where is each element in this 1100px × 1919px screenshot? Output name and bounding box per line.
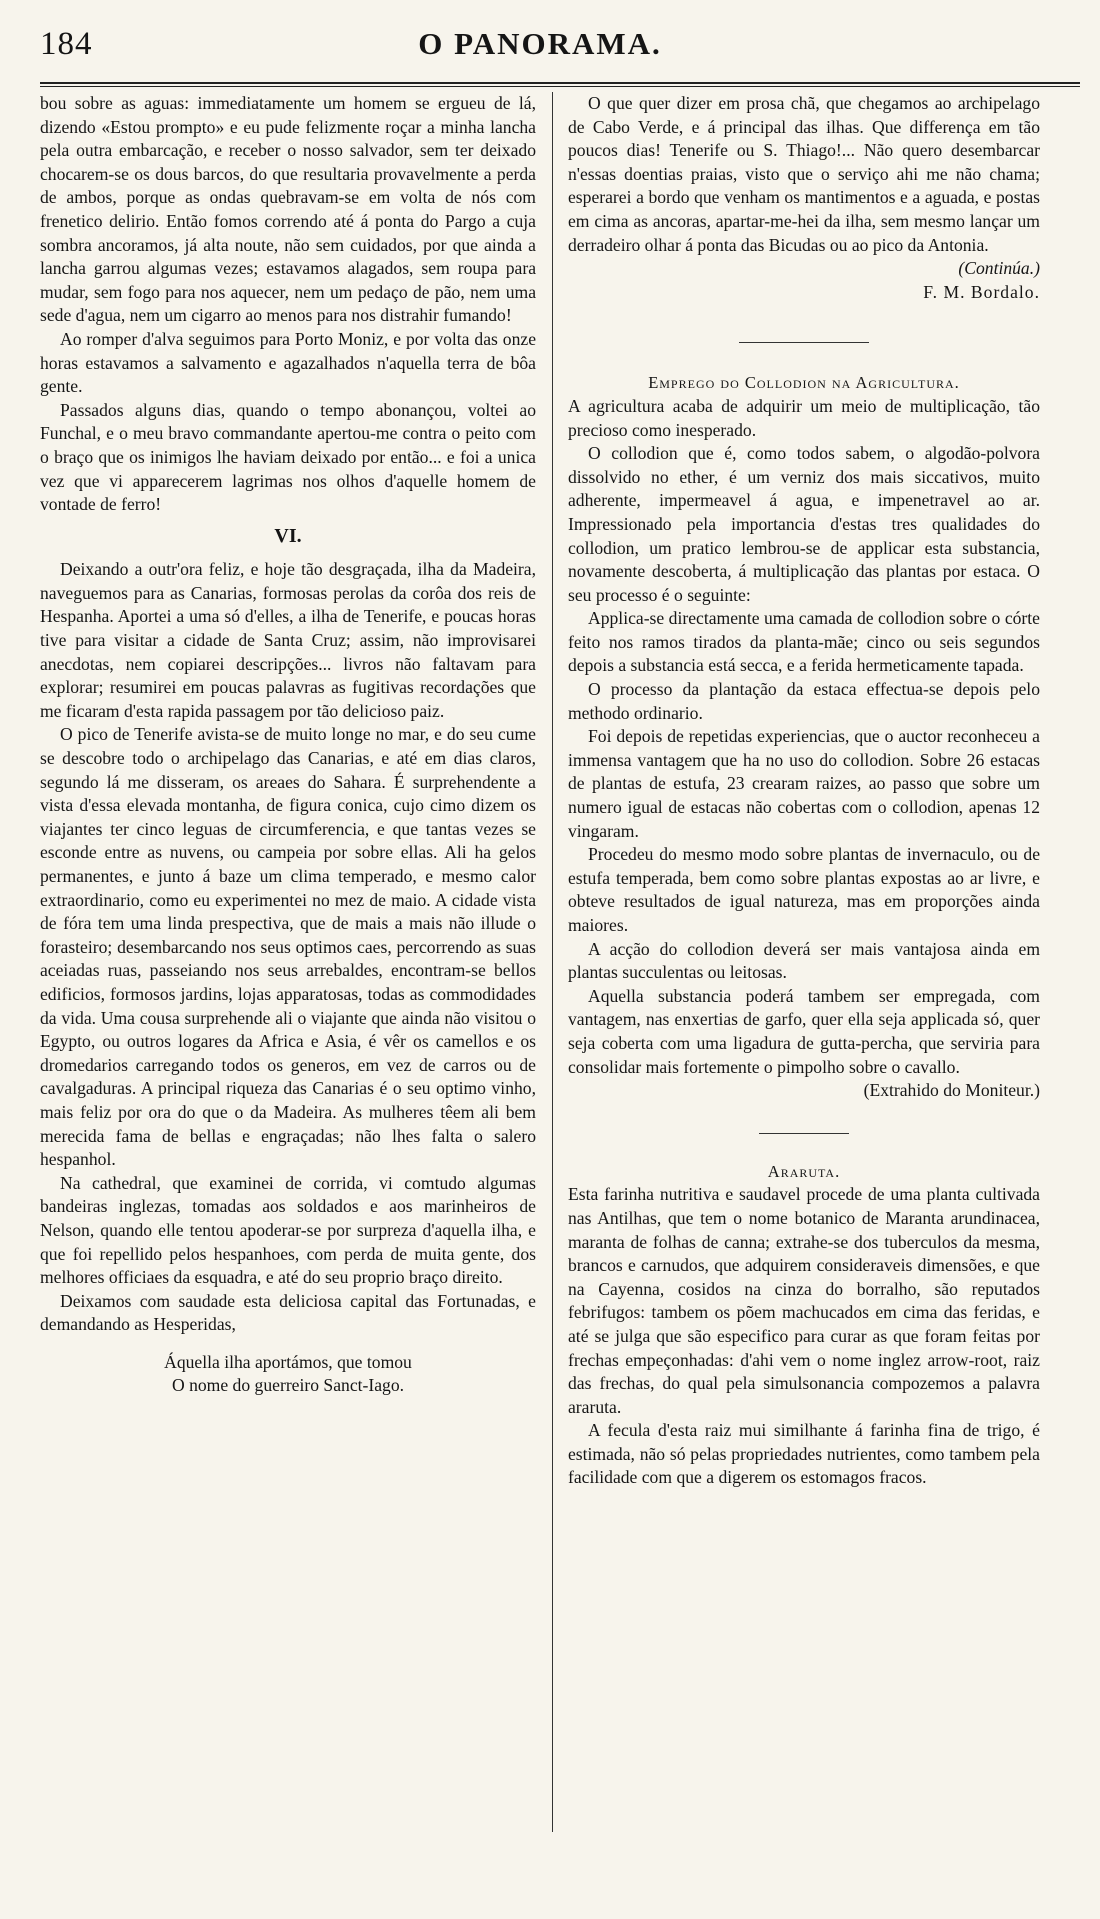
right-column xyxy=(568,92,1040,1490)
paragraph: O processo da plantação da estaca effectua-se depois pelo methodo ordinario. xyxy=(568,679,1040,723)
verse-line: O nome do guerreiro Sanct-Iago. xyxy=(171,1375,405,1396)
article-separator xyxy=(759,1133,849,1134)
page-number: 184 xyxy=(40,26,93,62)
header-rule xyxy=(40,82,1080,84)
article-title: Araruta. xyxy=(767,1161,841,1181)
paragraph: Procedeu do mesmo modo sobre plantas de invernaculo, ou de estufa temperada, bem como sobre plantas expostas ao ar livre, e obteve resultados de igual natureza, mas em proporções ainda maiores. xyxy=(568,844,1040,935)
author-signature: F. M. Bordalo. xyxy=(923,281,1040,302)
column-divider xyxy=(552,92,553,1832)
paragraph: Ao romper d'alva seguimos para Porto Moniz, e por volta das onze horas estavamos a salvamento e agazalhados n'aquella terra de bôa gente. xyxy=(40,328,536,397)
paragraph: O pico de Tenerife avista-se de muito longe no mar, e do seu cume se descobre todo o archipelago das Canarias, e até em dias claros, segundo lá me disseram, os areaes do Sahara. É surprehendente a vista d'essa elevada montanha, de figura conica, cujo cimo dizem os viajantes ter cinco leguas de circumferencia, e que tantas vezes se esconde entre as nuvens, ou campeia por sobre ellas. Ali ha gelos permanentes, e junto á baze um clima temperado, e mesmo calor extraordinario, como eu experimentei no mez de maio. A cidade vista de fóra tem uma linda prespectiva, que de mais a mais não illude o forasteiro; desembarcando nos seus optimos caes, percorrendo as suas aceiadas ruas, passeiando nos seus arrebaldes, encontram-se bellos edificios, formosos jardins, lojas apparatosas, todas as commodidades da vida. Uma cousa surprehende ali o viajante que ainda não visitou o Egypto, ou outros logares da Africa e Asia, é vêr os camellos e os dromedarios carregando todos os generos, em vez de carros ou de cavalgaduras. A principal riqueza das Canarias é o seu optimo vinho, mais feliz por ora do que o da Madeira. As mulheres têem ali bem merecida fama de bellas e engraçadas; não lhes falta o salero hespanhol. xyxy=(40,724,536,1170)
paragraph: A acção do collodion deverá ser mais vantajosa ainda em plantas succulentas ou leitosas. xyxy=(568,938,1040,983)
paragraph: Foi depois de repetidas experiencias, que o auctor reconheceu a immensa vantagem que ha no uso do collodion. Sobre 26 estacas de plantas de estufa, 23 crearam raizes, ao passo que sobre um numero igual de estacas não cobertas com o collodion, apenas 12 vingaram. xyxy=(568,726,1040,841)
page-header xyxy=(40,22,1040,70)
article-title: Emprego do Collodion na Agricultura. xyxy=(648,373,960,393)
paragraph: O collodion que é, como todos sabem, o algodão-polvora dissolvido no ether, é um verniz dos mais siccativos, muito adherente, impermeavel á agua, e impenetravel ao ar. Impressionado pela importancia d'estas tres qualidades do collodion, um pratico lembrou-se de applicar esta substancia, novamente descoberta, á multiplicação das plantas por estaca. O seu processo é o seguinte: xyxy=(568,443,1040,605)
paragraph: Passados alguns dias, quando o tempo abonançou, voltei ao Funchal, e o meu bravo commandante apertou-me contra o peito com o braço que os inimigos lhe haviam deixado por então... e foi a unica vez que vi apparecerem lagrimas nos olhos d'aquelle homem de vontade de ferro! xyxy=(40,399,536,515)
paragraph: A agricultura acaba de adquirir um meio de multiplicação, tão precioso como inesperado. xyxy=(568,395,1040,440)
left-column xyxy=(40,92,536,1398)
paragraph: bou sobre as aguas: immediatamente um homem se ergueu de lá, dizendo «Estou prompto» e eu pude felizmente roçar a minha lancha pela outra embarcação, e receber o nosso salvador, sem ter deixado chocarem-se os dous barcos, do que resultaria provavelmente a perda de ambos, porque as ondas quebravam-se em volta de nós com frenetico delirio. Então fomos correndo até á ponta do Pargo a cuja sombra ancoramos, já alta noute, não sem cuidados, por que ainda a lancha garrou algumas vezes; estavamos alagados, sem roupa para mudar, sem fogo para nos aquecer, nem um pedaço de pão, nem uma sede d'agua, nem um cigarro ao menos para nos distrahir fumando! xyxy=(40,93,536,326)
paragraph: Deixamos com saudade esta deliciosa capital das Fortunadas, e demandando as Hesperidas, xyxy=(40,1290,536,1335)
source-credit: (Extrahido do Moniteur.) xyxy=(863,1080,1040,1101)
continued-note: (Continúa.) xyxy=(958,258,1040,279)
section-number: VI. xyxy=(274,524,302,547)
verse-quote xyxy=(40,1351,536,1398)
paragraph: Deixando a outr'ora feliz, e hoje tão desgraçada, ilha da Madeira, naveguemos para as Canarias, formosas perolas da corôa dos reis de Hespanha. Aportei a uma só d'elles, a ilha de Tenerife, e poucas horas tive para visitar a cidade de Santa Cruz; assim, não improvisarei anecdotas, nem copiarei descripções... livros não faltavam para explorar; resumirei em poucas palavras as fugitivas recordações que me ficaram d'esta rapida passagem por tão delicioso paiz. xyxy=(40,559,536,721)
paragraph: A fecula d'esta raiz mui similhante á farinha fina de trigo, é estimada, não só pelas propriedades nutrientes, como tambem pela facilidade com que a digerem os estomagos fracos. xyxy=(568,1420,1040,1488)
paragraph: Na cathedral, que examinei de corrida, vi comtudo algumas bandeiras inglezas, tomadas aos soldados e aos marinheiros de Nelson, quando elle tentou apoderar-se por surpreza d'aquella ilha, e que foi repellido pelos hespanhoes, com perda de muita gente, dos melhores officiaes da esquadra, e até do seu proprio braço direito. xyxy=(40,1172,536,1288)
paragraph: Applica-se directamente uma camada de collodion sobre o córte feito nos ramos tirados da planta-mãe; cinco ou seis segundos depois a substancia está secca, e a ferida hermeticamente tapada. xyxy=(568,608,1040,676)
article-separator xyxy=(739,342,869,343)
paragraph: O que quer dizer em prosa chã, que chegamos ao archipelago de Cabo Verde, e á principal das ilhas. Que differença em tão poucos dias! Tenerife ou S. Thiago!... Não quero desembarcar n'essas doentias praias, visto que o serviço ahi me não chama; esperarei a bordo que venham os mantimentos e a aguada, e postas em cima as ancoras, apartar-me-hei da ilha, sem mesmo lançar um derradeiro olhar á ponta das Bicudas ou ao pico da Antonia. xyxy=(568,93,1040,255)
header-rule-thin xyxy=(40,86,1080,87)
paragraph: Esta farinha nutritiva e saudavel procede de uma planta cultivada nas Antilhas, que tem o nome botanico de Maranta arundinacea, maranta de folhas de canna; extrahe-se dos tuberculos da mesma, brancos e carnudos, que adquirem consideraveis dimensões, e que na Cayenna, cosidos na cinza do borralho, são reputados febrifugos: tambem os põem machucados em cima das feridas, e até se julga que são especifico para curar as que foram feitas por frechas empeçonhadas: d'ahi vem o nome inglez arrow-root, raiz das frechas, do qual pela simulsonancia compozemos a palavra araruta. xyxy=(568,1184,1040,1417)
running-title: O PANORAMA. xyxy=(418,26,662,61)
verse-line: Áquella ilha aportámos, que tomou xyxy=(164,1351,412,1372)
paragraph: Aquella substancia poderá tambem ser empregada, com vantagem, nas enxertias de garfo, quer ella seja applicada só, quer seja coberta com uma ligadura de gutta-percha, que serviria para consolidar mais fortemente o pimpolho sobre o cavallo. xyxy=(568,985,1040,1077)
